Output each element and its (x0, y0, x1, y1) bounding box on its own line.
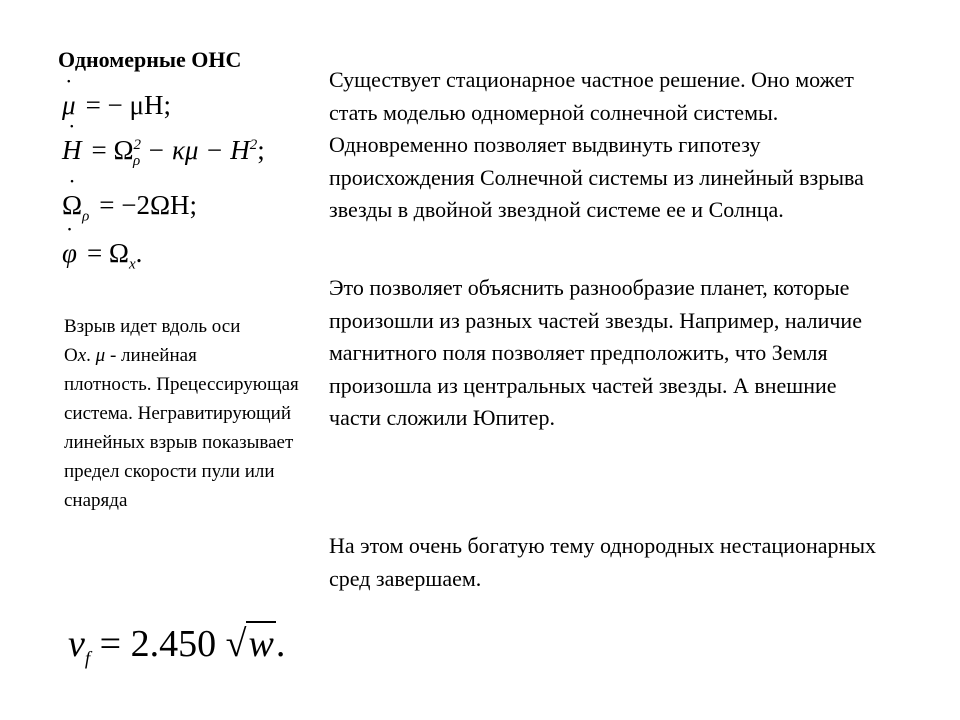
square-root: √w (225, 623, 274, 665)
equation-phi: φ ˙ = $\Omega_x$. (62, 238, 142, 273)
paragraph-planet-diversity: Это позволяет объяснить разнообразие планет, которые произошли из разных частей звезды. Например, наличие магнитного поля позволяет предположить, что Земля произошла из центральных частей звезды. А внешние части сложили Юпитер. (329, 275, 862, 430)
paragraph-stationary-solution: Существует стационарное частное решение. Оно может стать моделью одномерной солнечной системы. Одновременно позволяет выдвинуть гипотезу происхождения Солнечной системы из линейный взрыва звезды в двойной звездной системе ее и Солнца. (329, 67, 864, 222)
slide-title: Одномерные ОНС (58, 47, 242, 72)
velocity-formula: $v_f = 2.450$ √w. (68, 623, 286, 670)
explosion-description: Взрыв идет вдоль оси Ox. μ - линейная плотность. Прецессирующая система. Негравитирующий линейных взрыв показывает предел скорости пули или снаряда (64, 316, 299, 511)
equation-h: H ˙ = $\Omega^2_\rho - \kappa\mu - H^2$; (62, 135, 265, 170)
equation-omega: Ω $˙_\rho = -2\Omega H$; (62, 190, 197, 225)
equation-mu: μ ˙ = − μH; (62, 90, 171, 121)
paragraph-conclusion: На этом очень богатую тему однородных нестационарных сред завершаем. (329, 533, 877, 591)
